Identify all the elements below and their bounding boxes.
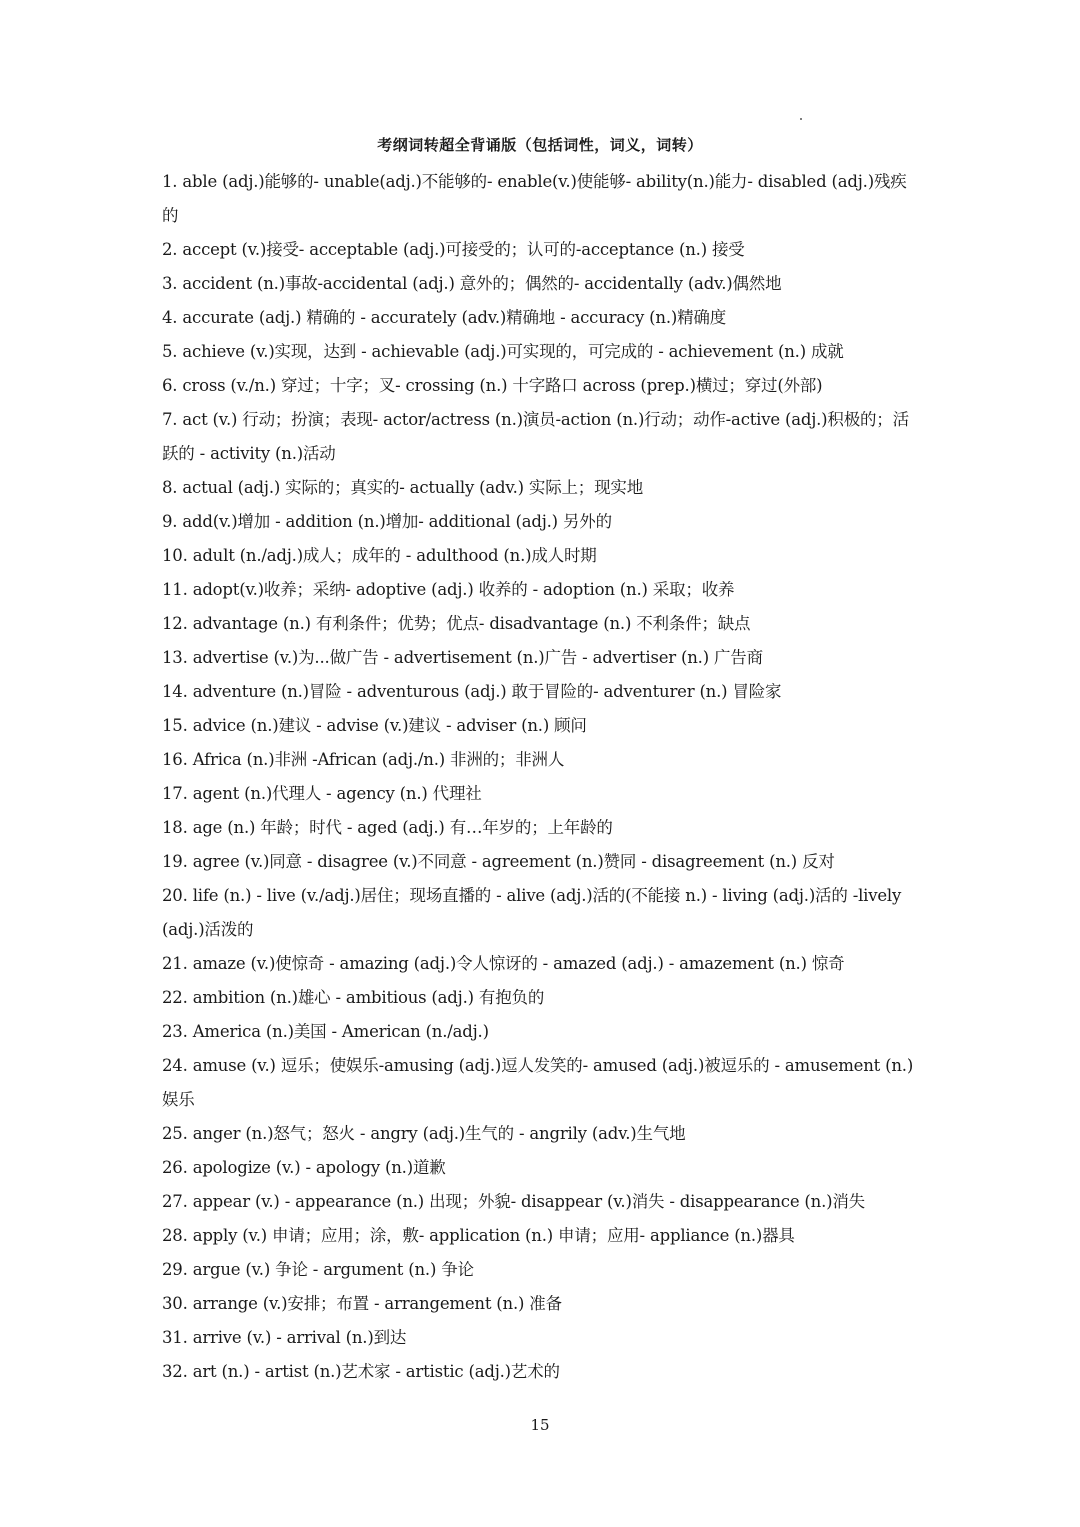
entry-text: appear (v.) - appearance (n.) 出现；外貌- disappear (v.)消失 - disappearance (n.)消失 [192, 1192, 865, 1211]
page-number: 15 [530, 1416, 550, 1434]
vocab-entry [162, 233, 922, 267]
vocab-entry [162, 845, 922, 879]
entry-text: apply (v.) 申请；应用；涂，敷- application (n.) 申请；应用- appliance (n.)器具 [192, 1226, 795, 1245]
entry-number: 23. [162, 1022, 188, 1041]
vocabulary-list [162, 165, 922, 1389]
vocab-entry [162, 879, 922, 947]
entry-number: 14. [162, 682, 188, 701]
vocab-entry [162, 471, 922, 505]
vocab-entry [162, 1321, 922, 1355]
vocab-entry [162, 335, 922, 369]
entry-number: 6. [162, 376, 178, 395]
entry-text: adopt(v.)收养；采纳- adoptive (adj.) 收养的 - adoption (n.) 采取；收养 [192, 580, 735, 599]
entry-text: life (n.) - live (v./adj.)居住；现场直播的 - alive (adj.)活的(不能接 n.) - living (adj.)活的 -lively (adj.)活泼的 [162, 886, 902, 939]
vocab-entry [162, 369, 922, 403]
entry-text: accurate (adj.) 精确的 - accurately (adv.)精确地 - accuracy (n.)精确度 [182, 308, 727, 327]
vocab-entry [162, 539, 922, 573]
entry-number: 7. [162, 410, 178, 429]
entry-number: 15. [162, 716, 188, 735]
entry-text: advertise (v.)为...做广告 - advertisement (n.)广告 - advertiser (n.) 广告商 [192, 648, 763, 667]
vocab-entry [162, 573, 922, 607]
vocab-entry [162, 1185, 922, 1219]
vocab-entry [162, 301, 922, 335]
entry-number: 22. [162, 988, 188, 1007]
vocab-entry [162, 981, 922, 1015]
entry-text: arrive (v.) - arrival (n.)到达 [192, 1328, 407, 1347]
vocab-entry [162, 743, 922, 777]
scan-dot [800, 118, 802, 120]
entry-number: 5. [162, 342, 178, 361]
entry-text: actual (adj.) 实际的；真实的- actually (adv.) 实际上；现实地 [182, 478, 644, 497]
vocab-entry [162, 1151, 922, 1185]
entry-text: Africa (n.)非洲 -African (adj./n.) 非洲的；非洲人 [192, 750, 565, 769]
entry-number: 9. [162, 512, 178, 531]
vocab-entry [162, 1219, 922, 1253]
vocab-entry [162, 505, 922, 539]
entry-text: America (n.)美国 - American (n./adj.) [192, 1022, 489, 1041]
entry-text: argue (v.) 争论 - argument (n.) 争论 [192, 1260, 474, 1279]
entry-text: agree (v.)同意 - disagree (v.)不同意 - agreement (n.)赞同 - disagreement (n.) 反对 [192, 852, 835, 871]
vocab-entry [162, 1253, 922, 1287]
vocab-entry [162, 709, 922, 743]
entry-number: 27. [162, 1192, 188, 1211]
entry-number: 1. [162, 172, 178, 191]
entry-text: cross (v./n.) 穿过；十字；叉- crossing (n.) 十字路口 across (prep.)横过；穿过(外部) [182, 376, 823, 395]
vocab-entry [162, 1015, 922, 1049]
entry-text: apologize (v.) - apology (n.)道歉 [192, 1158, 446, 1177]
entry-text: age (n.) 年龄；时代 - aged (adj.) 有…年岁的；上年龄的 [192, 818, 613, 837]
vocab-entry [162, 1049, 922, 1117]
entry-number: 11. [162, 580, 188, 599]
vocab-entry [162, 811, 922, 845]
entry-text: adult (n./adj.)成人；成年的 - adulthood (n.)成人时期 [192, 546, 597, 565]
vocab-entry [162, 165, 922, 233]
entry-number: 19. [162, 852, 188, 871]
entry-text: able (adj.)能够的- unable(adj.)不能够的- enable(v.)使能够- ability(n.)能力- disabled (adj.)残疾的 [162, 172, 907, 225]
entry-text: arrange (v.)安排；布置 - arrangement (n.) 准备 [192, 1294, 562, 1313]
vocab-entry [162, 607, 922, 641]
vocab-entry [162, 267, 922, 301]
vocab-entry [162, 947, 922, 981]
entry-number: 29. [162, 1260, 188, 1279]
entry-text: add(v.)增加 - addition (n.)增加- additional (adj.) 另外的 [182, 512, 612, 531]
entry-text: art (n.) - artist (n.)艺术家 - artistic (adj.)艺术的 [192, 1362, 560, 1381]
vocab-entry [162, 1287, 922, 1321]
entry-number: 24. [162, 1056, 188, 1075]
entry-text: anger (n.)怒气；怒火 - angry (adj.)生气的 - angrily (adv.)生气地 [192, 1124, 686, 1143]
entry-number: 17. [162, 784, 188, 803]
entry-text: amuse (v.) 逗乐；使娱乐-amusing (adj.)逗人发笑的- amused (adj.)被逗乐的 - amusement (n.) 娱乐 [162, 1056, 914, 1109]
vocab-entry [162, 403, 922, 471]
entry-number: 3. [162, 274, 178, 293]
page-title: 考纲词转超全背诵版（包括词性，词义，词转） [377, 136, 703, 154]
entry-number: 13. [162, 648, 188, 667]
entry-text: advice (n.)建议 - advise (v.)建议 - adviser (n.) 顾问 [192, 716, 587, 735]
entry-number: 10. [162, 546, 188, 565]
entry-number: 21. [162, 954, 188, 973]
entry-text: achieve (v.)实现，达到 - achievable (adj.)可实现的，可完成的 - achievement (n.) 成就 [182, 342, 844, 361]
entry-number: 31. [162, 1328, 188, 1347]
entry-text: agent (n.)代理人 - agency (n.) 代理社 [192, 784, 482, 803]
vocab-entry [162, 1355, 922, 1389]
entry-text: ambition (n.)雄心 - ambitious (adj.) 有抱负的 [192, 988, 545, 1007]
vocab-entry [162, 675, 922, 709]
entry-number: 25. [162, 1124, 188, 1143]
entry-text: advantage (n.) 有利条件；优势；优点- disadvantage (n.) 不利条件；缺点 [192, 614, 751, 633]
vocab-entry [162, 1117, 922, 1151]
entry-number: 32. [162, 1362, 188, 1381]
entry-number: 4. [162, 308, 178, 327]
entry-text: accept (v.)接受- acceptable (adj.)可接受的；认可的-acceptance (n.) 接受 [182, 240, 745, 259]
vocab-entry [162, 777, 922, 811]
entry-number: 2. [162, 240, 178, 259]
entry-number: 8. [162, 478, 178, 497]
entry-text: accident (n.)事故-accidental (adj.) 意外的；偶然的- accidentally (adv.)偶然地 [182, 274, 782, 293]
entry-number: 20. [162, 886, 188, 905]
entry-number: 28. [162, 1226, 188, 1245]
entry-number: 16. [162, 750, 188, 769]
entry-number: 26. [162, 1158, 188, 1177]
vocab-entry [162, 641, 922, 675]
entry-text: amaze (v.)使惊奇 - amazing (adj.)令人惊讶的 - amazed (adj.) - amazement (n.) 惊奇 [192, 954, 845, 973]
entry-text: adventure (n.)冒险 - adventurous (adj.) 敢于冒险的- adventurer (n.) 冒险家 [192, 682, 782, 701]
entry-text: act (v.) 行动；扮演；表现- actor/actress (n.)演员-action (n.)行动；动作-active (adj.)积极的；活跃的 - activity (n.)活动 [162, 410, 909, 463]
entry-number: 30. [162, 1294, 188, 1313]
entry-number: 18. [162, 818, 188, 837]
entry-number: 12. [162, 614, 188, 633]
